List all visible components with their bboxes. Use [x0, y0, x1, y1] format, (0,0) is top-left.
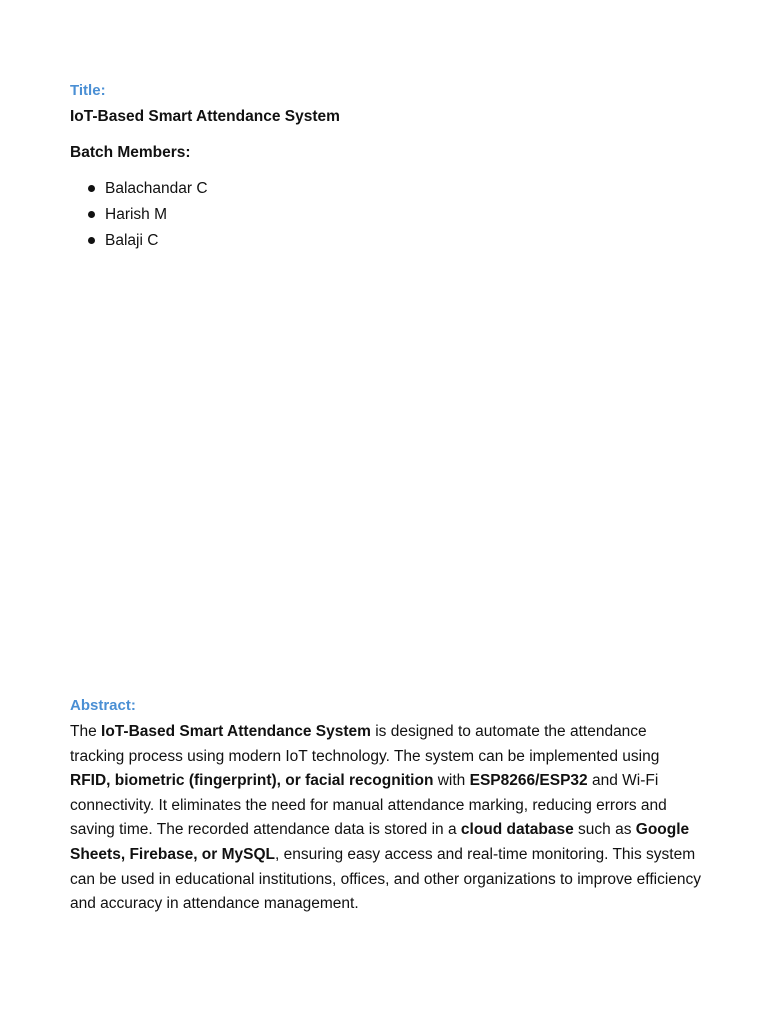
member-name: Balaji C	[105, 232, 159, 249]
batch-members-heading: Batch Members:	[70, 144, 191, 161]
abstract-bold-segment: IoT-Based Smart Attendance System	[101, 723, 371, 740]
abstract-label: Abstract:	[70, 697, 136, 714]
abstract-paragraph	[70, 720, 702, 917]
member-name: Harish M	[105, 206, 168, 223]
title-label: Title:	[70, 82, 106, 99]
abstract-bold-segment: RFID, biometric (fingerprint), or facial recognition	[70, 772, 434, 790]
list-item	[70, 205, 710, 225]
list-item	[70, 231, 710, 251]
abstract-bold-segment: Google Sheets, Firebase, or MySQL	[70, 821, 690, 863]
member-name: Balachandar C	[105, 180, 208, 197]
abstract-text-segment: such as	[573, 821, 636, 839]
project-title: IoT-Based Smart Attendance System	[70, 108, 340, 125]
abstract-text-segment: and Wi-Fi connectivity. It eliminates the need for manual attendance marking, reducing errors and saving time. The recorded attendance data is stored in a	[70, 772, 667, 839]
bullet-icon	[88, 185, 95, 192]
document-header	[70, 81, 710, 257]
abstract-text-segment: The	[70, 723, 102, 740]
abstract-text-segment: is designed to automate the attendance tracking process using modern IoT technology. The system can be implemented using	[70, 723, 660, 765]
abstract-text-segment: , ensuring easy access and real-time monitoring. This system can be used in educational institutions, offices, and other organizations to improve efficiency and accuracy in attendance management.	[70, 845, 702, 913]
bullet-icon	[88, 237, 95, 244]
abstract-bold-segment: cloud database	[460, 821, 574, 839]
abstract-text-segment: with	[433, 772, 470, 790]
abstract-section	[70, 696, 710, 917]
bullet-icon	[88, 211, 95, 218]
abstract-bold-segment: ESP8266/ESP32	[469, 772, 588, 790]
list-item	[70, 179, 710, 199]
batch-members-list	[70, 179, 710, 251]
